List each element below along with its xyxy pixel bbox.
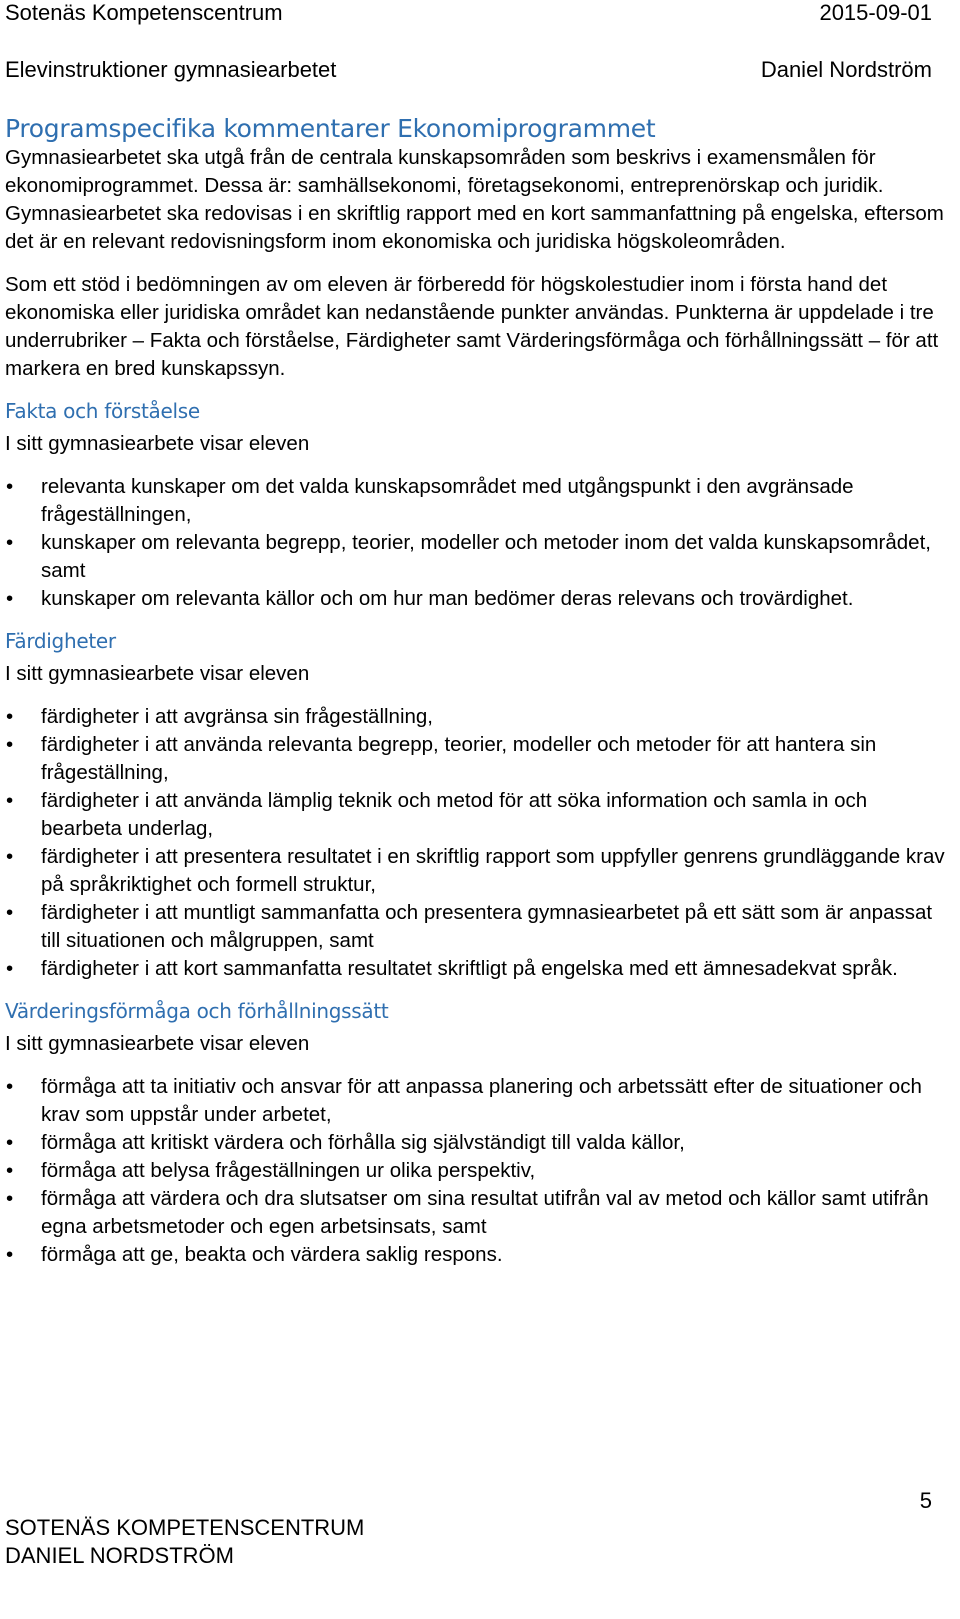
list-item: • förmåga att värdera och dra slutsatser om sina resultat utifrån val av metod och källor samt utifrån egna arbetsmetoder och egen arbetsinsats, samt <box>6 1187 929 1238</box>
bullet-icon: • <box>6 901 14 924</box>
page-header-top <box>5 0 932 26</box>
bullet-icon: • <box>6 1159 14 1182</box>
bullet-icon: • <box>6 1187 14 1210</box>
section-fardigheter <box>5 627 950 983</box>
bullet-list <box>5 703 950 983</box>
list-item: • förmåga att ta initiativ och ansvar för att anpassa planering och arbetssätt efter de situationer och krav som uppstår under arbetet, <box>6 1075 922 1126</box>
section-fakta <box>5 397 950 613</box>
list-item: • färdigheter i att presentera resultatet i en skriftlig rapport som uppfyller genrens grundläggande krav på språkriktighet och formell struktur, <box>6 845 945 896</box>
footer-author: DANIEL NORDSTRÖM <box>5 1543 234 1568</box>
bullet-icon: • <box>6 531 14 554</box>
list-item: • färdigheter i att använda lämplig teknik och metod för att söka information och samla in och bearbeta underlag, <box>6 789 868 840</box>
assessment-paragraph: Som ett stöd i bedömningen av om eleven är förberedd för högskolestudier inom i första hand det ekonomiska eller juridiska området kan nedanstående punkter användas. Punkterna är uppdelade i tre underrubriker – Fakta och förståelse, Färdigheter samt Värderingsförmåga och förhållningssätt – för att markera en bred kunskapssyn. <box>5 273 939 380</box>
bullet-icon: • <box>6 1131 14 1154</box>
bullet-icon: • <box>6 1243 14 1266</box>
bullet-icon: • <box>6 1075 14 1098</box>
bullet-icon: • <box>6 587 14 610</box>
page-number: 5 <box>919 1488 932 1513</box>
bullet-icon: • <box>6 705 14 728</box>
section-heading: Värderingsförmåga och förhållningssätt <box>5 999 389 1023</box>
page-header-bottom <box>5 57 932 83</box>
header-organization: Sotenäs Kompetenscentrum <box>5 0 283 25</box>
section-lead: I sitt gymnasiearbete visar eleven <box>5 432 310 455</box>
list-item: • förmåga att belysa frågeställningen ur olika perspektiv, <box>5 1157 950 1185</box>
list-item: • förmåga att ge, beakta och värdera saklig respons. <box>5 1241 950 1269</box>
footer-organization: SOTENÄS KOMPETENSCENTRUM <box>5 1515 365 1540</box>
header-author: Daniel Nordström <box>760 57 932 82</box>
list-item: • färdigheter i att använda relevanta begrepp, teorier, modeller och metoder för att hantera sin frågeställning, <box>6 733 877 784</box>
section-heading: Fakta och förståelse <box>5 399 200 423</box>
section-lead: I sitt gymnasiearbete visar eleven <box>5 1032 310 1055</box>
bullet-icon: • <box>6 845 14 868</box>
list-item: • färdigheter i att kort sammanfatta resultatet skriftligt på engelska med ett ämnesadekvat språk. <box>5 955 950 983</box>
list-item: • förmåga att kritiskt värdera och förhålla sig självständigt till valda källor, <box>5 1129 950 1157</box>
list-item: • färdigheter i att muntligt sammanfatta och presentera gymnasiearbetet på ett sätt som är anpassat till situationen och målgruppen, samt <box>6 901 933 952</box>
bullet-icon: • <box>6 789 14 812</box>
bullet-icon: • <box>6 733 14 756</box>
list-item: • relevanta kunskaper om det valda kunskapsområdet med utgångspunkt i den avgränsade frågeställningen, <box>6 475 854 526</box>
intro-paragraph: Gymnasiearbetet ska utgå från de centrala kunskapsområden som beskrivs i examensmålen för ekonomiprogrammet. Dessa är: samhällsekonomi, företagsekonomi, entreprenörskap och juridik. Gymnasiearbetet ska redovisas i en skriftlig rapport med en kort sammanfattning på engelska, eftersom det är en relevant redovisningsform inom ekonomiska och juridiska högskoleområden. <box>5 146 944 253</box>
section-lead: I sitt gymnasiearbete visar eleven <box>5 662 310 685</box>
document-body <box>5 114 950 1269</box>
bullet-list <box>5 1073 950 1269</box>
header-date: 2015-09-01 <box>819 0 932 25</box>
section-varderingsformaga <box>5 997 950 1269</box>
header-document-title: Elevinstruktioner gymnasiearbetet <box>5 57 337 82</box>
bullet-list <box>5 473 950 613</box>
list-item: • färdigheter i att avgränsa sin frågeställning, <box>5 703 950 731</box>
bullet-icon: • <box>6 475 14 498</box>
list-item: • kunskaper om relevanta källor och om hur man bedömer deras relevans och trovärdighet. <box>5 585 950 613</box>
list-item: • kunskaper om relevanta begrepp, teorier, modeller och metoder inom det valda kunskapsområdet, samt <box>6 531 931 582</box>
page-footer <box>5 1514 364 1570</box>
page-title: Programspecifika kommentarer Ekonomiprogrammet <box>5 114 656 143</box>
bullet-icon: • <box>6 957 14 980</box>
section-heading: Färdigheter <box>5 629 116 653</box>
